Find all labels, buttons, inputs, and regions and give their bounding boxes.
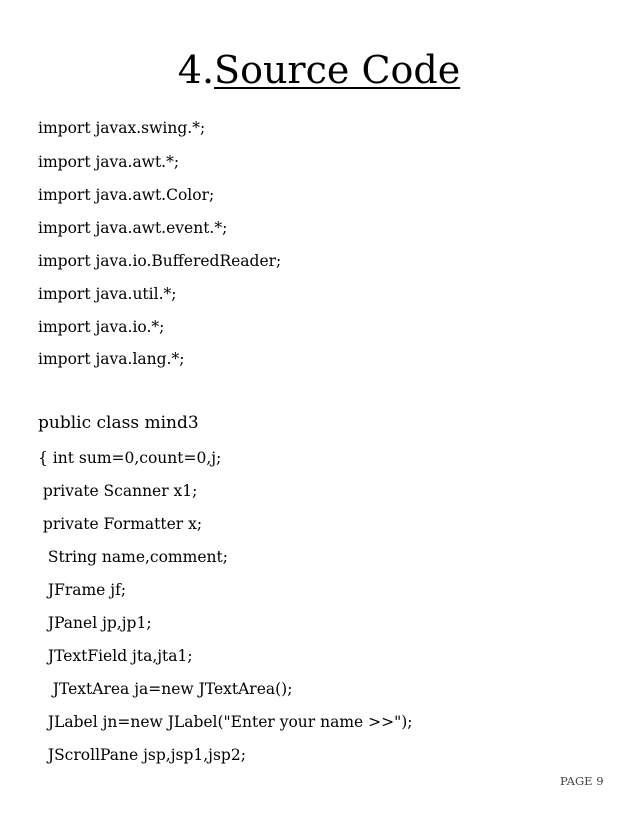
code-line: import javax.swing.*;	[38, 119, 206, 137]
code-line: import java.awt.*;	[38, 153, 180, 171]
section-title	[0, 44, 638, 96]
code-line: import java.io.*;	[38, 318, 165, 336]
code-line: public class mind3	[38, 413, 199, 433]
code-line: JTextField jta,jta1;	[38, 647, 193, 665]
code-line: import java.awt.Color;	[38, 186, 215, 204]
code-line: import java.lang.*;	[38, 350, 185, 368]
section-number: 4.	[177, 48, 215, 92]
code-line: JPanel jp,jp1;	[38, 614, 152, 632]
code-line: { int sum=0,count=0,j;	[38, 449, 222, 467]
code-line: import java.util.*;	[38, 285, 177, 303]
code-line: import java.awt.event.*;	[38, 219, 228, 237]
code-line: JTextArea ja=new JTextArea();	[38, 680, 293, 698]
code-line: JFrame jf;	[38, 581, 127, 599]
code-line: private Formatter x;	[38, 515, 203, 533]
code-line: JLabel jn=new JLabel("Enter your name >>");	[38, 713, 413, 731]
code-line: String name,comment;	[38, 548, 228, 566]
page-number: PAGE 9	[560, 774, 604, 788]
code-line: import java.io.BufferedReader;	[38, 252, 282, 270]
code-line: private Scanner x1;	[38, 482, 198, 500]
code-line: JScrollPane jsp,jsp1,jsp2;	[38, 746, 246, 764]
section-heading-text: Source Code	[214, 48, 461, 92]
